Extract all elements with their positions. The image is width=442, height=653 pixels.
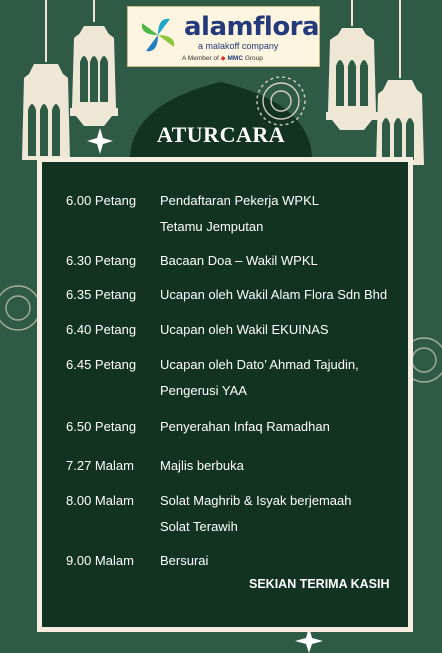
schedule-time: 6.00 Petang (66, 193, 137, 208)
schedule-time: 6.45 Petang (66, 357, 137, 372)
company-logo (127, 6, 320, 67)
page-title: ATURCARA (156, 122, 286, 147)
schedule-line: Pendaftaran Pekerja WPKL (160, 193, 319, 208)
schedule-line: Penyerahan Infaq Ramadhan (160, 419, 330, 434)
schedule-time: 6.50 Petang (66, 419, 137, 434)
schedule-description (160, 553, 208, 579)
schedule-line: Solat Maghrib & Isyak berjemaah (160, 493, 352, 508)
closing-message: SEKIAN TERIMA KASIH (249, 577, 390, 591)
schedule-description (160, 253, 318, 279)
schedule-time: 8.00 Malam (66, 493, 134, 508)
logo-member-mark: MMC (227, 55, 244, 62)
schedule-line: Tetamu Jemputan (160, 219, 264, 234)
pinwheel-logo-icon (136, 13, 180, 57)
schedule-description (160, 419, 330, 445)
schedule-line: Ucapan oleh Wakil Alam Flora Sdn Bhd (160, 287, 388, 302)
schedule-line: Bacaan Doa – Wakil WPKL (160, 253, 318, 268)
logo-member-line (182, 54, 263, 62)
schedule-line: Pengerusi YAA (160, 383, 247, 398)
logo-member-suffix: Group (244, 55, 263, 62)
mmc-logo-icon: ◆ (220, 55, 226, 62)
schedule-time: 9.00 Malam (66, 553, 134, 568)
schedule-time: 6.30 Petang (66, 253, 137, 268)
logo-member-prefix: A Member of (182, 55, 219, 62)
schedule-description (160, 322, 329, 348)
dome-shape (130, 82, 312, 160)
schedule-line: Majlis berbuka (160, 458, 244, 473)
schedule-description (160, 493, 351, 545)
schedule-time: 6.35 Petang (66, 287, 137, 302)
schedule-line: Bersurai (160, 553, 209, 568)
logo-brand: alamflora (184, 12, 320, 42)
logo-tagline: a malakoff company (198, 41, 279, 51)
schedule-line: Ucapan oleh Wakil EKUINAS (160, 322, 329, 337)
schedule-description (160, 287, 387, 313)
schedule-time: 6.40 Petang (66, 322, 137, 337)
schedule-panel (37, 157, 413, 632)
schedule-description (160, 458, 244, 484)
schedule-time: 7.27 Malam (66, 458, 134, 473)
schedule-line: Ucapan oleh Dato’ Ahmad Tajudin, (160, 357, 359, 372)
schedule-description (160, 357, 359, 409)
schedule-description (160, 193, 319, 245)
schedule-line: Solat Terawih (160, 519, 238, 534)
